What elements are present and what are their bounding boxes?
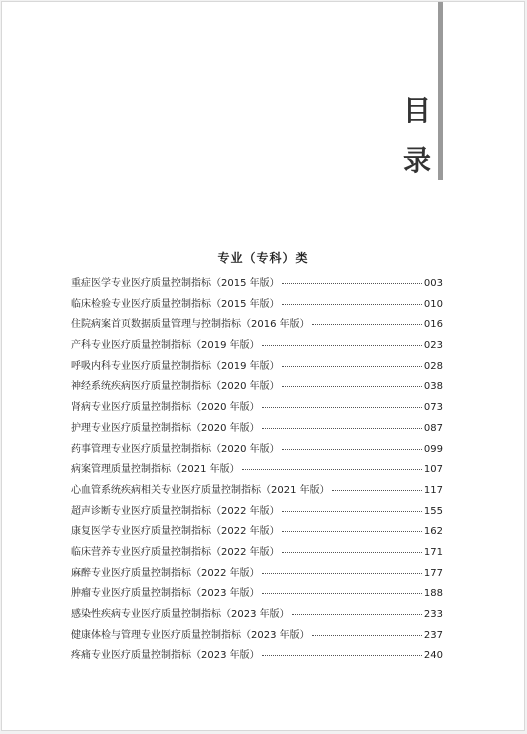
section-heading: 专业（专科）类 (217, 251, 309, 265)
toc-entry[interactable] (71, 274, 443, 295)
page-title (400, 86, 434, 186)
toc-entry-page-number: 171 (423, 546, 443, 558)
toc-entry-page-number: 073 (423, 402, 443, 414)
toc-leader-dots (312, 324, 422, 325)
toc-entry[interactable] (71, 626, 443, 647)
toc-entry-title: 药事管理专业医疗质量控制指标（2020 年版） (71, 443, 280, 455)
toc-entry[interactable] (71, 398, 443, 419)
toc-entry-title: 住院病案首页数据质量管理与控制指标（2016 年版） (71, 319, 310, 331)
toc-leader-dots (262, 593, 422, 594)
toc-entry-title: 临床营养专业医疗质量控制指标（2022 年版） (71, 546, 280, 558)
toc-leader-dots (262, 573, 422, 574)
toc-entry-page-number: 087 (423, 422, 443, 434)
toc-entry-page-number: 016 (423, 319, 443, 331)
document-page (1, 1, 525, 731)
toc-leader-dots (242, 469, 422, 470)
toc-entry[interactable] (71, 440, 443, 461)
toc-entry-page-number: 003 (423, 278, 443, 289)
title-accent-bar (438, 2, 443, 180)
toc-leader-dots (282, 511, 422, 512)
toc-entry-page-number: 177 (423, 567, 443, 579)
toc-entry-page-number: 028 (423, 360, 443, 372)
toc-leader-dots (292, 614, 422, 615)
toc-leader-dots (282, 366, 422, 367)
toc-entry-title: 病案管理质量控制指标（2021 年版） (71, 464, 240, 476)
table-of-contents (71, 274, 443, 667)
toc-entry[interactable] (71, 522, 443, 543)
toc-entry[interactable] (71, 419, 443, 440)
toc-entry-page-number: 162 (423, 526, 443, 538)
toc-entry-page-number: 099 (423, 443, 443, 455)
toc-entry-page-number: 233 (423, 609, 443, 620)
toc-entry[interactable] (71, 481, 443, 502)
toc-entry[interactable] (71, 646, 443, 667)
toc-leader-dots (312, 635, 422, 636)
toc-entry[interactable] (71, 564, 443, 585)
toc-entry-title: 重症医学专业医疗质量控制指标（2015 年版） (71, 278, 280, 289)
toc-entry-title: 呼吸内科专业医疗质量控制指标（2019 年版） (71, 360, 280, 372)
toc-entry-title: 护理专业医疗质量控制指标（2020 年版） (71, 422, 260, 434)
toc-entry-page-number: 237 (423, 629, 443, 641)
toc-leader-dots (282, 304, 422, 305)
toc-entry-page-number: 240 (423, 650, 443, 662)
toc-entry-title: 肿瘤专业医疗质量控制指标（2023 年版） (71, 588, 260, 600)
toc-entry-page-number: 010 (423, 298, 443, 310)
toc-entry-title: 康复医学专业医疗质量控制指标（2022 年版） (71, 526, 280, 538)
toc-entry-title: 产科专业医疗质量控制指标（2019 年版） (71, 340, 260, 352)
toc-entry[interactable] (71, 605, 443, 626)
toc-entry[interactable] (71, 295, 443, 316)
toc-entry[interactable] (71, 543, 443, 564)
toc-entry-title: 麻醉专业医疗质量控制指标（2022 年版） (71, 567, 260, 579)
toc-entry-page-number: 038 (423, 381, 443, 393)
toc-entry[interactable] (71, 336, 443, 357)
toc-leader-dots (262, 407, 422, 408)
page-title-char-2: 录 (402, 144, 431, 177)
toc-entry-page-number: 117 (423, 484, 443, 496)
toc-entry-page-number: 155 (423, 505, 443, 517)
toc-entry[interactable] (71, 357, 443, 378)
toc-leader-dots (262, 428, 422, 429)
toc-entry-title: 健康体检与管理专业医疗质量控制指标（2023 年版） (71, 629, 310, 641)
toc-entry-page-number: 023 (423, 340, 443, 352)
toc-leader-dots (262, 655, 422, 656)
toc-entry-page-number: 107 (423, 464, 443, 476)
toc-leader-dots (332, 490, 422, 491)
toc-leader-dots (282, 283, 422, 284)
toc-leader-dots (282, 552, 422, 553)
toc-entry-title: 肾病专业医疗质量控制指标（2020 年版） (71, 402, 260, 414)
toc-entry-title: 感染性疾病专业医疗质量控制指标（2023 年版） (71, 609, 290, 620)
toc-entry-title: 临床检验专业医疗质量控制指标（2015 年版） (71, 298, 280, 310)
page-title-char-1: 目 (402, 94, 431, 127)
toc-entry-title: 疼痛专业医疗质量控制指标（2023 年版） (71, 650, 260, 662)
toc-entry-title: 超声诊断专业医疗质量控制指标（2022 年版） (71, 505, 280, 517)
toc-leader-dots (282, 449, 422, 450)
toc-leader-dots (262, 345, 422, 346)
toc-entry[interactable] (71, 584, 443, 605)
toc-entry-title: 神经系统疾病医疗质量控制指标（2020 年版） (71, 381, 280, 393)
toc-entry[interactable] (71, 315, 443, 336)
toc-entry[interactable] (71, 377, 443, 398)
toc-entry-title: 心血管系统疾病相关专业医疗质量控制指标（2021 年版） (71, 484, 330, 496)
toc-entry[interactable] (71, 502, 443, 523)
toc-leader-dots (282, 386, 422, 387)
toc-leader-dots (282, 531, 422, 532)
toc-entry[interactable] (71, 460, 443, 481)
toc-entry-page-number: 188 (423, 588, 443, 600)
